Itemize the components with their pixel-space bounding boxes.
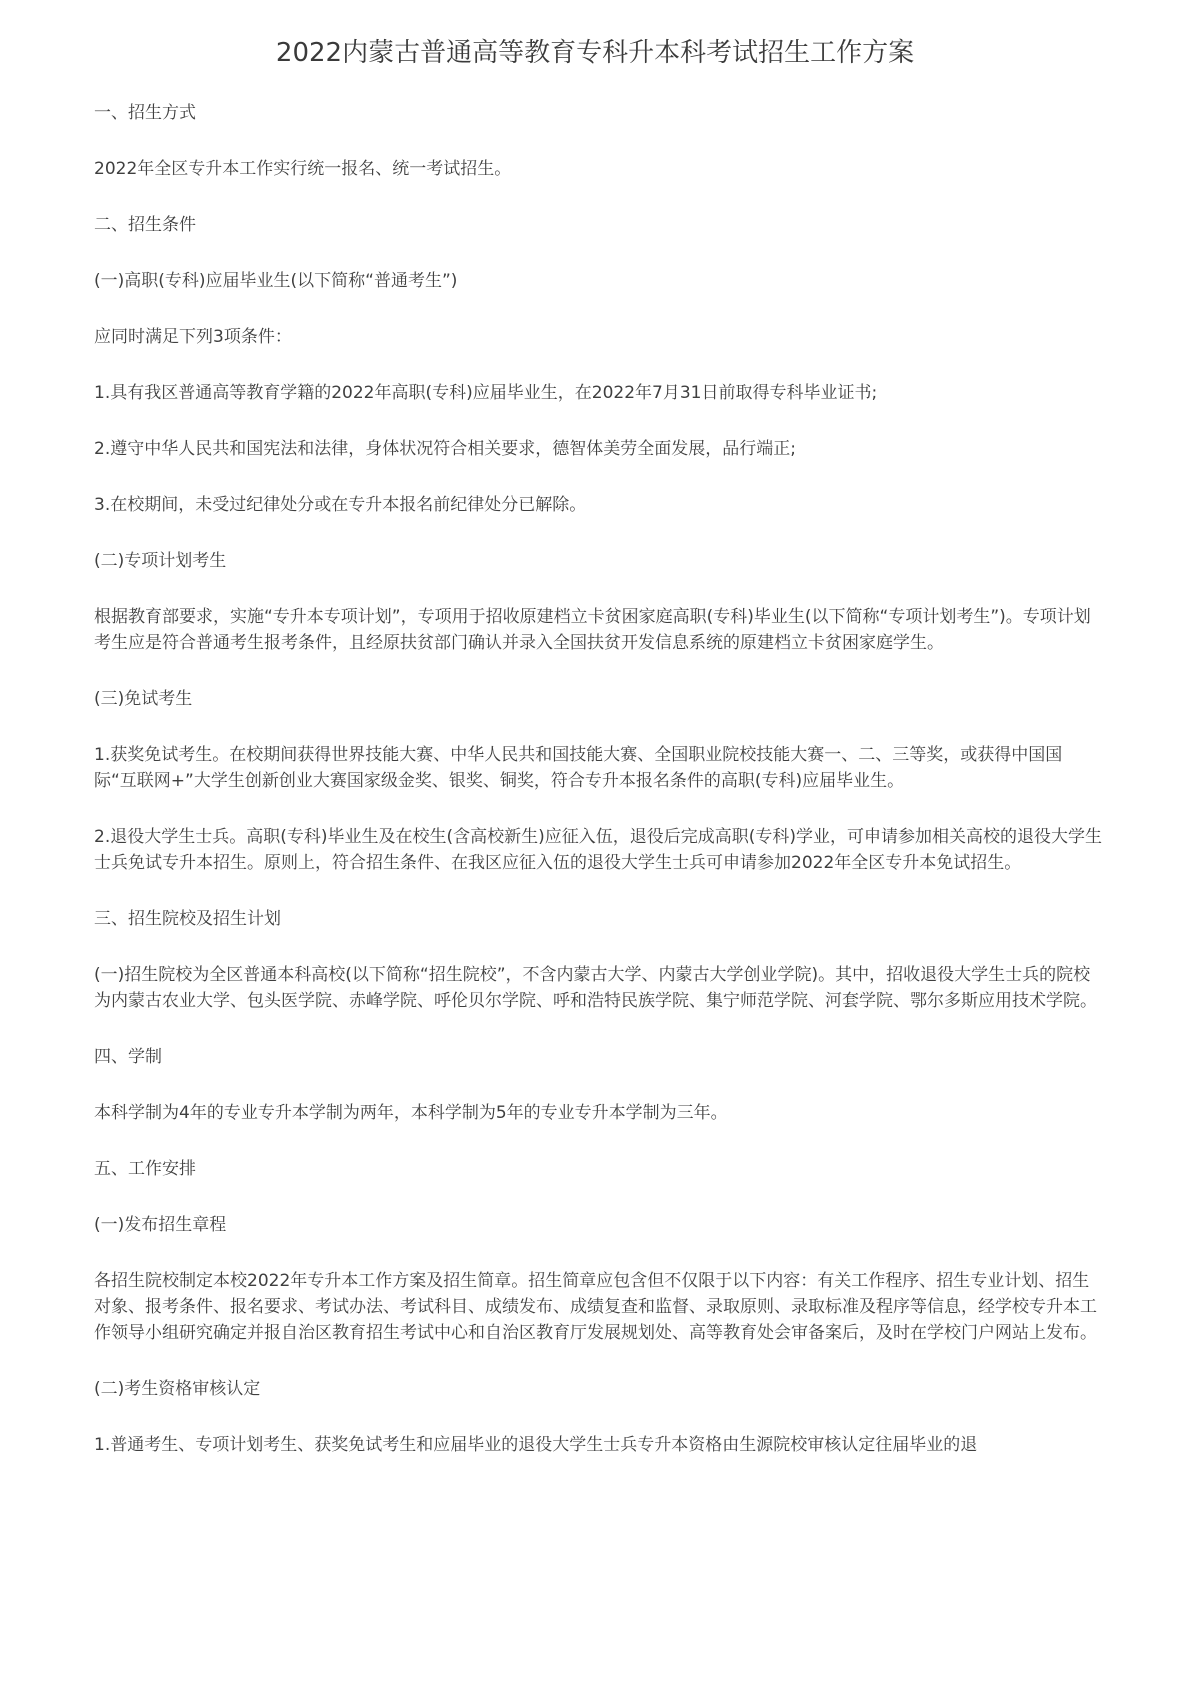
subsection-heading: (二)考生资格审核认定: [94, 1379, 261, 1399]
section-heading-2: 二、招生条件: [94, 215, 196, 235]
section-heading-3: 三、招生院校及招生计划: [94, 909, 281, 929]
section-heading-4: 四、学制: [94, 1047, 162, 1067]
paragraph: 根据教育部要求，实施“专升本专项计划”，专项用于招收原建档立卡贫困家庭高职(专科)毕业生(以下简称“专项计划考生”)。专项计划考生应是符合普通考生报考条件，且经原扶贫部门确认并录入全国扶贫开发信息系统的原建档立卡贫困家庭学生。: [94, 607, 1091, 653]
list-item: 1.普通考生、专项计划考生、获奖免试考生和应届毕业的退役大学生士兵专升本资格由生源院校审核认定往届毕业的退: [94, 1435, 978, 1455]
section-heading-5: 五、工作安排: [94, 1159, 196, 1179]
section-heading-1: 一、招生方式: [94, 103, 196, 123]
list-item: 2.遵守中华人民共和国宪法和法律，身体状况符合相关要求，德智体美劳全面发展，品行端正;: [94, 439, 796, 459]
paragraph: 2022年全区专升本工作实行统一报名、统一考试招生。: [94, 159, 512, 179]
list-item: 1.获奖免试考生。在校期间获得世界技能大赛、中华人民共和国技能大赛、全国职业院校技能大赛一、二、三等奖，或获得中国国际“互联网+”大学生创新创业大赛国家级金奖、银奖、铜奖，符合专升本报名条件的高职(专科)应届毕业生。: [94, 745, 1063, 791]
paragraph: 应同时满足下列3项条件：: [94, 327, 292, 347]
subsection-heading: (一)高职(专科)应届毕业生(以下简称“普通考生”): [94, 271, 458, 291]
list-item: 1.具有我区普通高等教育学籍的2022年高职(专科)应届毕业生，在2022年7月31日前取得专科毕业证书;: [94, 383, 878, 403]
list-item: 3.在校期间，未受过纪律处分或在专升本报名前纪律处分已解除。: [94, 495, 587, 515]
subsection-heading: (二)专项计划考生: [94, 551, 227, 571]
list-item: 2.退役大学生士兵。高职(专科)毕业生及在校生(含高校新生)应征入伍，退役后完成高职(专科)学业，可申请参加相关高校的退役大学生士兵免试专升本招生。原则上，符合招生条件、在我区应征入伍的退役大学生士兵可申请参加2022年全区专升本免试招生。: [94, 827, 1103, 873]
document-body: [94, 100, 1104, 1488]
paragraph: (一)招生院校为全区普通本科高校(以下简称“招生院校”，不含内蒙古大学、内蒙古大学创业学院)。其中，招收退役大学生士兵的院校为内蒙古农业大学、包头医学院、赤峰学院、呼伦贝尔学院、呼和浩特民族学院、集宁师范学院、河套学院、鄂尔多斯应用技术学院。: [94, 965, 1097, 1011]
paragraph: 各招生院校制定本校2022年专升本工作方案及招生简章。招生简章应包含但不仅限于以下内容：有关工作程序、招生专业计划、招生对象、报考条件、报名要求、考试办法、考试科目、成绩发布、成绩复查和监督、录取原则、录取标准及程序等信息，经学校专升本工作领导小组研究确定并报自治区教育招生考试中心和自治区教育厅发展规划处、高等教育处会审备案后，及时在学校门户网站上发布。: [94, 1271, 1097, 1343]
paragraph: 本科学制为4年的专业专升本学制为两年，本科学制为5年的专业专升本学制为三年。: [94, 1103, 728, 1123]
document-title: 2022内蒙古普通高等教育专科升本科考试招生工作方案: [275, 38, 915, 68]
subsection-heading: (一)发布招生章程: [94, 1215, 227, 1235]
subsection-heading: (三)免试考生: [94, 689, 193, 709]
